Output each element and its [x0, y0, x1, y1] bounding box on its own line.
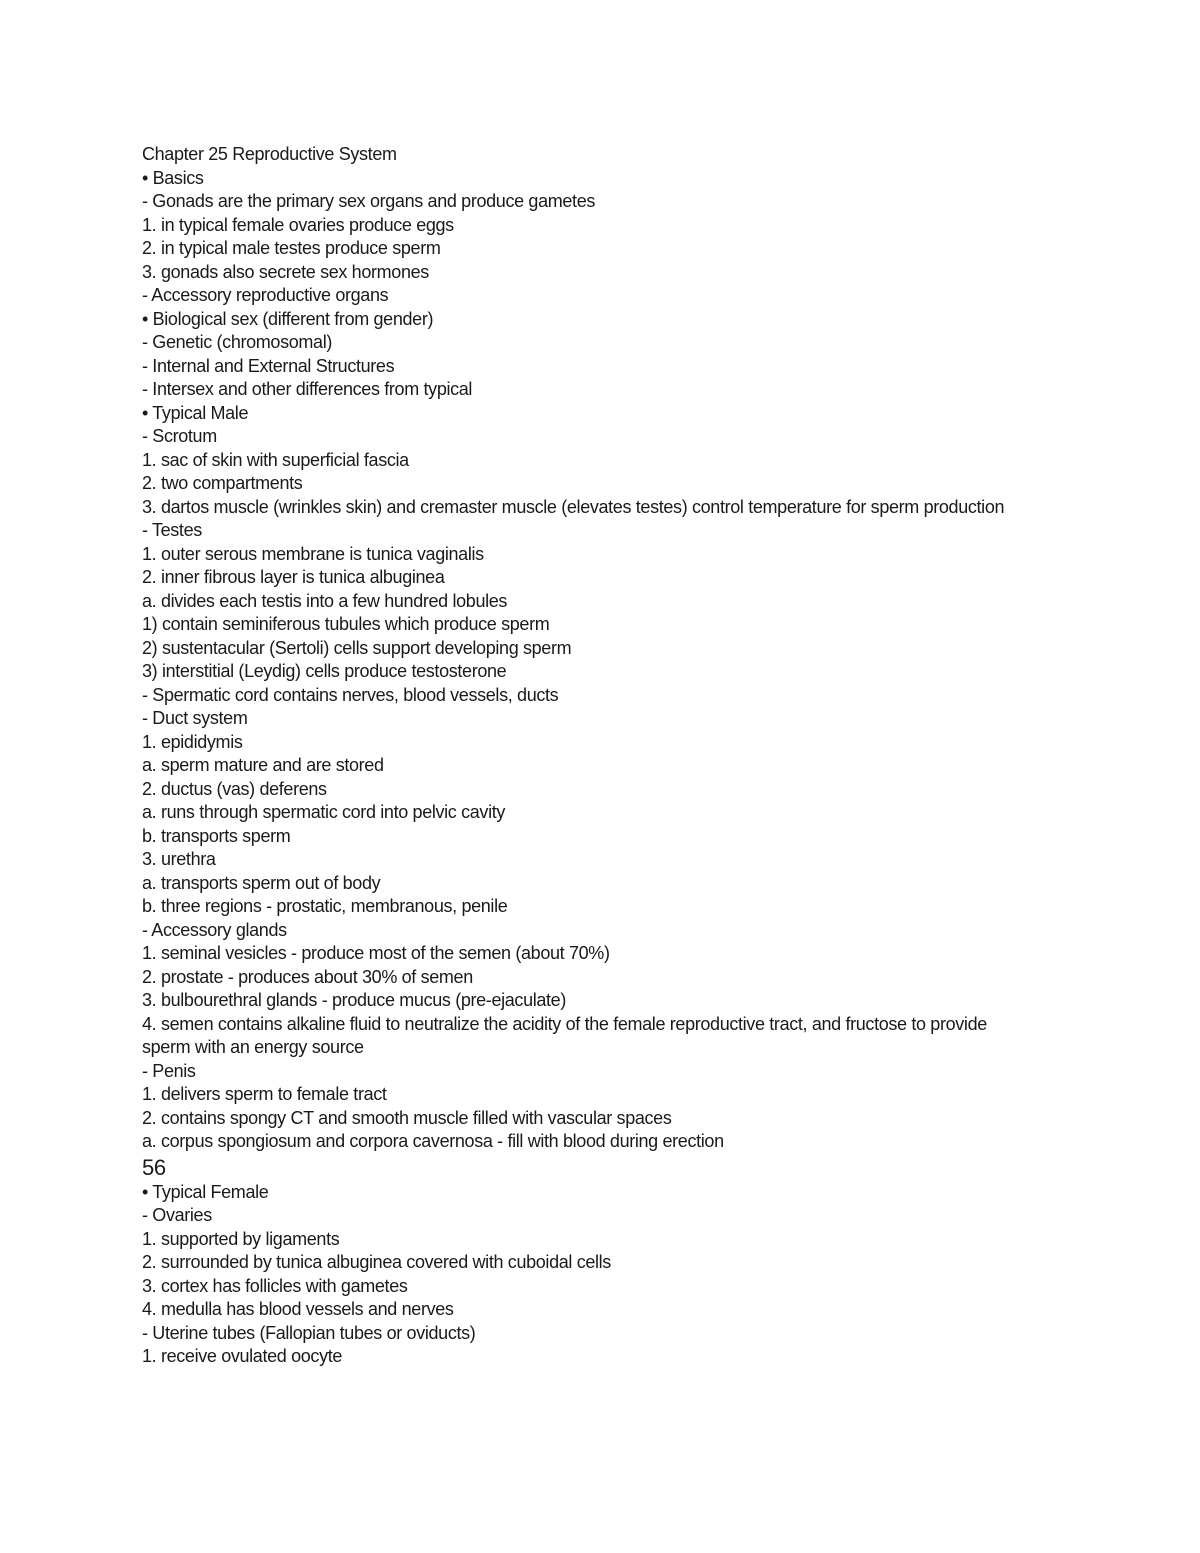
text-line: 3) interstitial (Leydig) cells produce testosterone: [142, 661, 507, 681]
text-line: 1. in typical female ovaries produce eggs: [142, 214, 454, 235]
text-line: • Typical Male: [142, 402, 249, 423]
text-line: - Genetic (chromosomal): [142, 332, 333, 352]
text-line: 1. outer serous membrane is tunica vaginalis: [142, 543, 484, 564]
text-line: 3. bulbourethral glands - produce mucus (pre-ejaculate): [142, 990, 566, 1010]
page-number: 56: [142, 1154, 166, 1180]
text-line: 3. urethra: [142, 849, 216, 869]
text-line: - Uterine tubes (Fallopian tubes or oviducts): [142, 1322, 476, 1343]
text-line: 1) contain seminiferous tubules which produce sperm: [142, 614, 550, 634]
text-line: a. transports sperm out of body: [142, 872, 381, 893]
text-line: 1. seminal vesicles - produce most of the semen (about 70%): [142, 943, 610, 963]
text-line: - Ovaries: [142, 1205, 212, 1225]
text-line: - Testes: [142, 520, 202, 540]
text-line: 1. supported by ligaments: [142, 1228, 340, 1249]
text-line: - Accessory glands: [142, 919, 287, 940]
text-line: • Basics: [142, 167, 204, 188]
text-line: • Biological sex (different from gender): [142, 308, 434, 329]
text-line: 3. dartos muscle (wrinkles skin) and cremaster muscle (elevates testes) control temperature for sperm production: [142, 496, 1005, 517]
text-line: 4. semen contains alkaline fluid to neutralize the acidity of the female reproductive tract, and fructose to provide sperm with an energy source: [142, 1013, 987, 1057]
text-line: 1. receive ovulated oocyte: [142, 1346, 343, 1366]
text-line: - Internal and External Structures: [142, 355, 395, 376]
text-line: - Accessory reproductive organs: [142, 285, 389, 305]
text-line: - Gonads are the primary sex organs and produce gametes: [142, 191, 596, 211]
text-line: 1. sac of skin with superficial fascia: [142, 449, 409, 470]
text-line: 2. in typical male testes produce sperm: [142, 238, 441, 258]
text-line: a. corpus spongiosum and corpora cavernosa - fill with blood during erection: [142, 1131, 724, 1151]
text-line: 2. surrounded by tunica albuginea covered with cuboidal cells: [142, 1252, 611, 1272]
document-body: [142, 143, 1022, 1369]
text-line: - Spermatic cord contains nerves, blood vessels, ducts: [142, 684, 559, 705]
text-line: 2. contains spongy CT and smooth muscle filled with vascular spaces: [142, 1107, 672, 1128]
text-line: - Intersex and other differences from typical: [142, 379, 473, 399]
text-line: a. divides each testis into a few hundred lobules: [142, 590, 508, 611]
text-line: 1. epididymis: [142, 731, 243, 752]
text-line: 3. cortex has follicles with gametes: [142, 1275, 408, 1296]
text-line: 3. gonads also secrete sex hormones: [142, 261, 429, 282]
text-line: b. transports sperm: [142, 825, 291, 846]
chapter-title: Chapter 25 Reproductive System: [142, 144, 397, 164]
text-line: 4. medulla has blood vessels and nerves: [142, 1299, 454, 1319]
text-line: 2. prostate - produces about 30% of semen: [142, 966, 473, 987]
text-line: 2) sustentacular (Sertoli) cells support developing sperm: [142, 637, 572, 658]
text-line: - Scrotum: [142, 426, 217, 446]
text-line: - Penis: [142, 1060, 196, 1081]
text-line: 2. inner fibrous layer is tunica albuginea: [142, 567, 445, 587]
text-line: - Duct system: [142, 708, 248, 728]
text-line: 2. ductus (vas) deferens: [142, 778, 327, 799]
text-line: a. runs through spermatic cord into pelvic cavity: [142, 802, 506, 822]
text-line: b. three regions - prostatic, membranous, penile: [142, 896, 508, 916]
text-line: 1. delivers sperm to female tract: [142, 1084, 387, 1104]
text-line: • Typical Female: [142, 1181, 269, 1202]
text-line: a. sperm mature and are stored: [142, 755, 384, 775]
text-line: 2. two compartments: [142, 473, 303, 493]
